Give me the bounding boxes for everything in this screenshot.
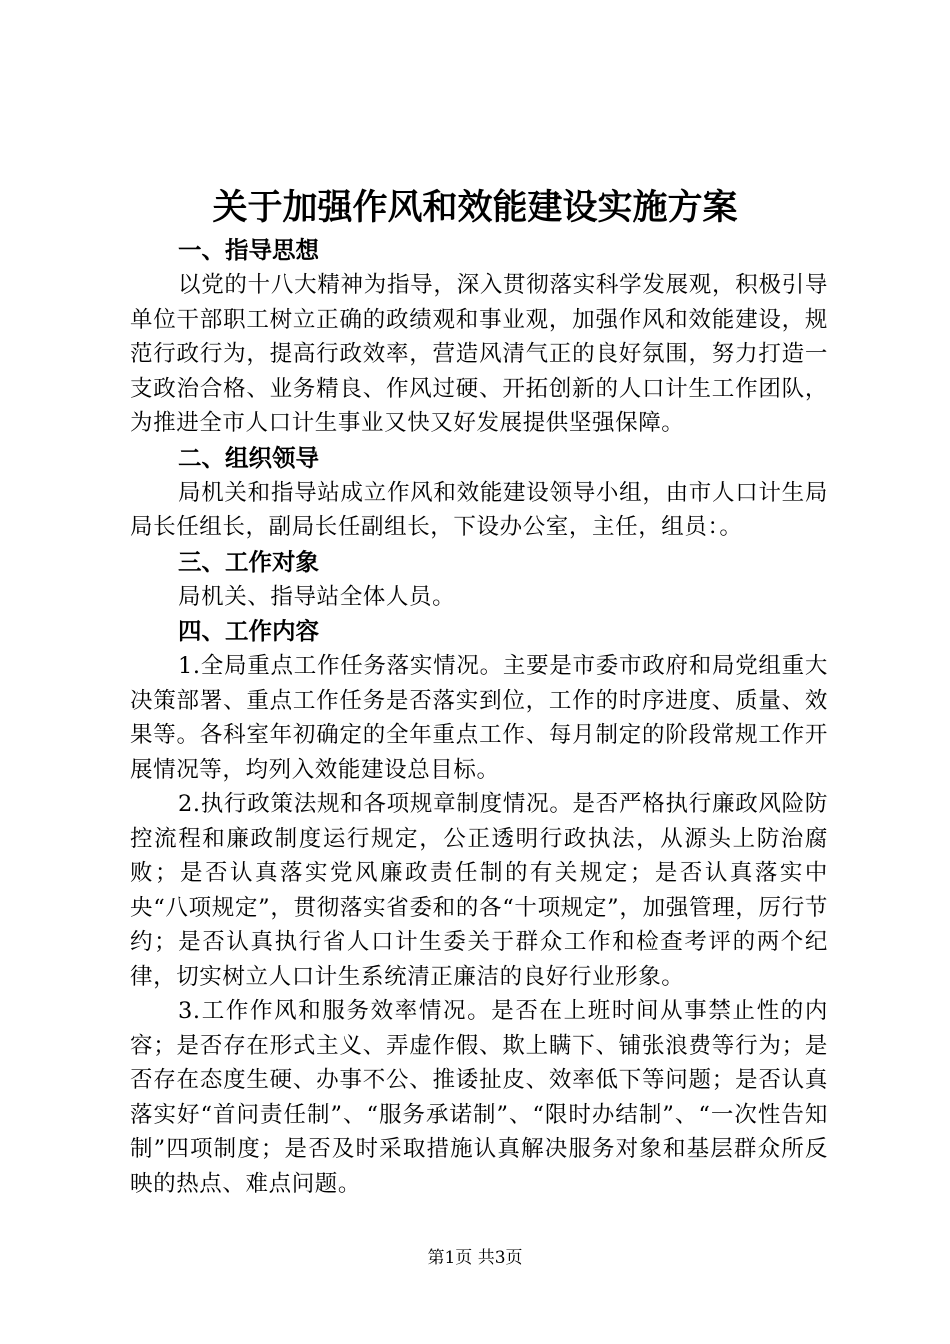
paragraph: 3.工作作风和服务效率情况。是否在上班时间从事禁止性的内容；是否存在形式主义、弄虚作假、欺上瞒下、铺张浪费等行为；是否存在态度生硬、办事不公、推诿扯皮、效率低下等问题；是否认真落实好“首问责任制”、“服务承诺制”、“限时办结制”、“一次性告知制”四项制度；是否及时采取措施认真解决服务对象和基层群众所反映的热点、难点问题。 (130, 998, 828, 1197)
section-work-targets (130, 545, 828, 615)
paragraph: 局机关和指导站成立作风和效能建设领导小组，由市人口计生局局长任组长，副局长任副组长，下设办公室，主任，组员：。 (130, 479, 828, 540)
section-heading: 一、指导思想 (178, 236, 319, 264)
paragraph: 以党的十八大精神为指导，深入贯彻落实科学发展观，积极引导单位干部职工树立正确的政绩观和事业观，加强作风和效能建设，规范行政行为，提高行政效率，营造风清气正的良好氛围，努力打造一支政治合格、业务精良、作风过硬、开拓创新的人口计生工作团队，为推进全市人口计生事业又快又好发展提供坚强保障。 (130, 272, 828, 436)
paragraph: 局机关、指导站全体人员。 (178, 583, 456, 610)
section-work-content (130, 614, 828, 1201)
section-heading: 二、组织领导 (178, 443, 319, 472)
paragraph: 1.全局重点工作任务落实情况。主要是市委市政府和局党组重大决策部署、重点工作任务是否落实到位，工作的时序进度、质量、效果等。各科室年初确定的全年重点工作、每月制定的阶段常规工作开展情况等，均列入效能建设总目标。 (130, 653, 828, 783)
page-number-footer: 第1页 共3页 (427, 1248, 523, 1268)
section-heading: 三、工作对象 (178, 547, 319, 576)
document-body (130, 233, 828, 1201)
section-heading: 四、工作内容 (178, 617, 319, 645)
section-organization (130, 441, 828, 545)
section-guiding-ideology (130, 233, 828, 441)
paragraph: 2.执行政策法规和各项规章制度情况。是否严格执行廉政风险防控流程和廉政制度运行规定，公正透明行政执法，从源头上防治腐败；是否认真落实党风廉政责任制的有关规定；是否认真落实中央“八项规定”，贯彻落实省委和的各“十项规定”，加强管理，厉行节约；是否认真执行省人口计生委关于群众工作和检查考评的两个纪律，切实树立人口计生系统清正廉洁的良好行业形象。 (130, 791, 828, 990)
document-title: 关于加强作风和效能建设实施方案 (212, 188, 738, 228)
